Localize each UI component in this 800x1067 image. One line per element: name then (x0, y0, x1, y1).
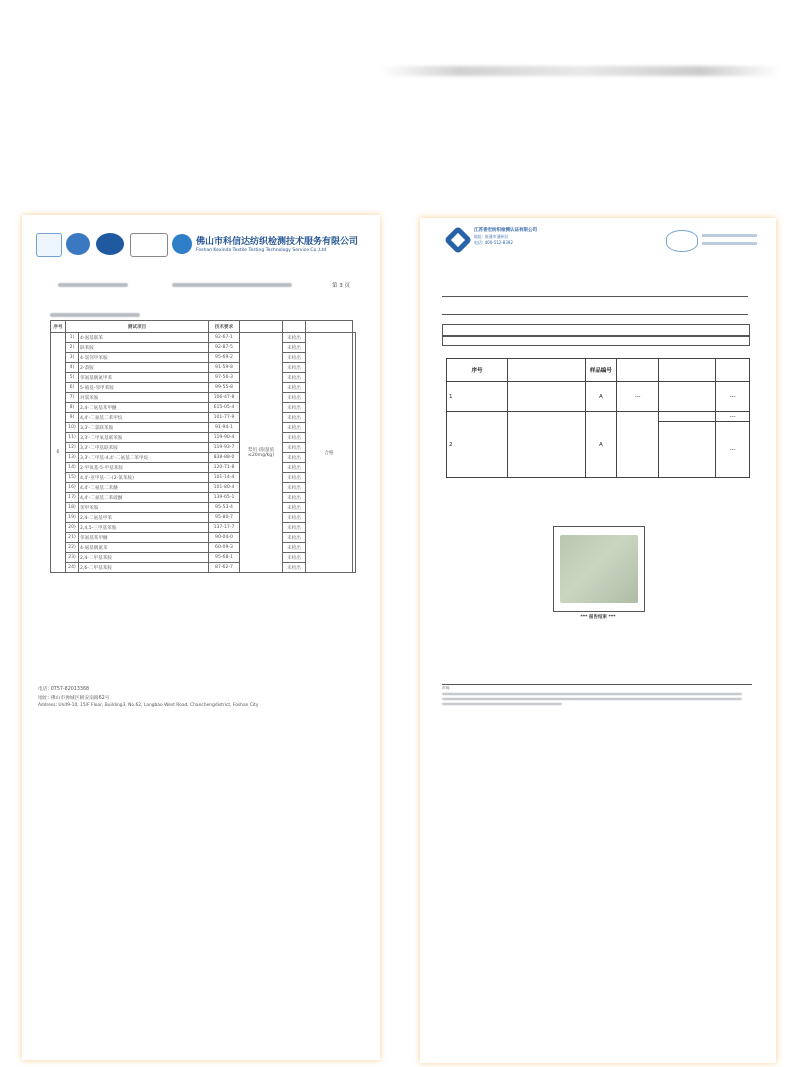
row-index: 23) (66, 553, 79, 563)
note-line-blur (442, 703, 562, 705)
table-row (447, 382, 750, 412)
row-result: 未检出 (283, 373, 306, 383)
sample-fabric-photo (560, 535, 638, 603)
row-cell (507, 382, 585, 412)
row-item-name: 邻氨基苯甲醚 (79, 533, 209, 543)
row-cas-number: 92-87-5 (209, 343, 240, 353)
row-item-name: 邻甲苯胺 (79, 503, 209, 513)
row-cas-number: 90-04-0 (209, 533, 240, 543)
row-index: 8) (66, 403, 79, 413)
row-result: 未检出 (283, 553, 306, 563)
row-item-name: 2,4-二氨基苯甲醚 (79, 403, 209, 413)
accreditation-stamp-icon (666, 230, 698, 252)
row-cas-number: 95-68-1 (209, 553, 240, 563)
row-cell: --- (716, 382, 750, 412)
row-cell: --- (716, 422, 750, 478)
col-header (616, 359, 659, 382)
group-number: 6 (51, 333, 66, 573)
row-index: 7) (66, 393, 79, 403)
row-result: 未检出 (283, 503, 306, 513)
row-item-name: 邻氨基偶氮甲苯 (79, 373, 209, 383)
row-cas-number: 101-77-9 (209, 413, 240, 423)
row-result: 未检出 (283, 493, 306, 503)
row-item-name: 2-萘胺 (79, 363, 209, 373)
col-header: 序号 (51, 321, 66, 333)
row-item-name: 4,4'-二氨基二苯硫醚 (79, 493, 209, 503)
row-item-name: 4-氨基联苯 (79, 333, 209, 343)
row-index: 5) (66, 373, 79, 383)
row-item-name: 4,4'-亚甲基-二-(2-氯苯胺) (79, 473, 209, 483)
sample-table (446, 358, 750, 478)
row-index: 11) (66, 433, 79, 443)
row-cell (616, 412, 659, 478)
col-header: 技术要求 (209, 321, 240, 333)
right-company-name: 江苏香宏纺织检测认证有限公司 (474, 228, 537, 233)
row-index: 21) (66, 533, 79, 543)
row-item-name: 3,3'-二甲基-4,4'-二氨基二苯甲烷 (79, 453, 209, 463)
row-cell (659, 422, 716, 478)
accreditation-logo-2 (66, 233, 90, 255)
row-cell (659, 382, 716, 412)
row-result: 未检出 (283, 403, 306, 413)
row-index: 16) (66, 483, 79, 493)
col-header (507, 359, 585, 382)
row-cas-number: 91-94-1 (209, 423, 240, 433)
table-row (447, 412, 750, 422)
info-box (442, 324, 750, 336)
row-index: 18) (66, 503, 79, 513)
row-index: 10) (66, 423, 79, 433)
row-item-name: 4,4'-二氨基二苯甲烷 (79, 413, 209, 423)
row-no: 2 (447, 412, 508, 478)
row-result: 未检出 (283, 433, 306, 443)
accreditation-logo-1 (36, 233, 62, 257)
row-index: 13) (66, 453, 79, 463)
row-result: 未检出 (283, 343, 306, 353)
row-item-name: 5-硝基-邻甲苯胺 (79, 383, 209, 393)
row-index: 20) (66, 523, 79, 533)
page-fade (420, 723, 776, 1063)
company-name: 佛山市科信达纺织检测技术服务有限公司 (196, 237, 359, 247)
row-result: 未检出 (283, 563, 306, 573)
row-result: 未检出 (283, 363, 306, 373)
col-header: 样品编号 (586, 359, 617, 382)
col-header (240, 321, 283, 333)
row-item-name: 对氯苯胺 (79, 393, 209, 403)
row-cas-number: 119-93-7 (209, 443, 240, 453)
row-result: 未检出 (283, 473, 306, 483)
row-result: 未检出 (283, 453, 306, 463)
technical-requirement: 禁用 (限量值≤20mg/kg) (240, 333, 283, 573)
row-item-name: 2-甲氧基-5-甲基苯胺 (79, 463, 209, 473)
row-result: 未检出 (283, 463, 306, 473)
row-result: 未检出 (283, 513, 306, 523)
row-cas-number: 95-80-7 (209, 513, 240, 523)
row-cas-number: 87-62-7 (209, 563, 240, 573)
row-index: 4) (66, 363, 79, 373)
table-row (51, 333, 356, 343)
row-result: 未检出 (283, 543, 306, 553)
row-index: 22) (66, 543, 79, 553)
info-box (442, 336, 750, 346)
row-item-name: 2,6-二甲基苯胺 (79, 563, 209, 573)
row-result: 未检出 (283, 533, 306, 543)
row-result: 未检出 (283, 383, 306, 393)
remarks-cell (353, 333, 356, 573)
row-result: 未检出 (283, 393, 306, 403)
accreditation-logo-4 (130, 233, 168, 257)
row-index: 19) (66, 513, 79, 523)
page-number: 第 3 页 (332, 283, 350, 289)
row-sample: A (586, 382, 617, 412)
row-cas-number: 137-17-7 (209, 523, 240, 533)
row-cas-number: 97-56-3 (209, 373, 240, 383)
row-result: 未检出 (283, 483, 306, 493)
divider-line (442, 296, 748, 297)
row-cas-number: 95-53-4 (209, 503, 240, 513)
row-item-name: 3,3'-二甲基联苯胺 (79, 443, 209, 453)
right-company-phone: 电话: 400-512-8392 (474, 240, 513, 245)
row-cas-number: 60-09-3 (209, 543, 240, 553)
right-report-page (420, 218, 776, 1063)
row-cas-number: 91-59-8 (209, 363, 240, 373)
row-no: 1 (447, 382, 508, 412)
row-result: 未检出 (283, 443, 306, 453)
report-number-blur (58, 283, 128, 287)
row-item-name: 4-氨基偶氮苯 (79, 543, 209, 553)
col-header: 序号 (447, 359, 508, 382)
stamp-text-blur (702, 234, 757, 237)
row-index: 14) (66, 463, 79, 473)
sample-number-blur (50, 313, 140, 317)
row-index: 17) (66, 493, 79, 503)
note-line-blur (442, 698, 742, 700)
row-cas-number: 92-67-1 (209, 333, 240, 343)
row-item-name: 联苯胺 (79, 343, 209, 353)
row-item-name: 2,4-二氨基甲苯 (79, 513, 209, 523)
company-name-en: Foshan Kexinda Textile Testing Technology Service Co.,Ltd (196, 248, 327, 253)
row-cas-number: 119-90-4 (209, 433, 240, 443)
row-index: 3) (66, 353, 79, 363)
row-item-name: 2,4,5-三甲基苯胺 (79, 523, 209, 533)
row-sample: A (586, 412, 617, 478)
page-fade (22, 720, 380, 1060)
row-cas-number: 101-14-4 (209, 473, 240, 483)
row-item-name: 4,4'-二氨基二苯醚 (79, 483, 209, 493)
row-result: 未检出 (283, 333, 306, 343)
row-cell (659, 412, 716, 422)
row-index: 24) (66, 563, 79, 573)
row-item-name: 2,4-二甲基苯胺 (79, 553, 209, 563)
divider-line (442, 684, 752, 685)
row-index: 6) (66, 383, 79, 393)
right-company-address: 地址: 南通市通州区 (474, 234, 509, 239)
divider-line (442, 314, 748, 315)
footer-address-en: Address: Unit9-10, 15/F Floor, Building3, No.62, Langbao West Road, Chanchengdistrict, Foshan City (38, 703, 259, 708)
row-cas-number: 139-65-1 (209, 493, 240, 503)
footer-phone: 电话: 0757-82013368 (38, 687, 90, 692)
footer-address-cn: 地址: 佛山市禅城区朝安南路62号 (38, 696, 110, 701)
row-index: 9) (66, 413, 79, 423)
table-header-row (51, 321, 356, 333)
row-cas-number: 106-47-8 (209, 393, 240, 403)
row-index: 12) (66, 443, 79, 453)
left-report-page (22, 215, 380, 1060)
col-header (306, 321, 353, 333)
report-end-caption: *** 报告结束 *** (580, 615, 616, 620)
row-item-name: 4-氯邻甲苯胺 (79, 353, 209, 363)
sample-photo-frame (553, 526, 645, 612)
col-header (716, 359, 750, 382)
row-cell (507, 412, 585, 478)
row-result: 未检出 (283, 353, 306, 363)
row-cas-number: 99-55-8 (209, 383, 240, 393)
row-result: 未检出 (283, 413, 306, 423)
row-cas-number: 120-71-8 (209, 463, 240, 473)
row-cell: --- (716, 412, 750, 422)
row-result: 未检出 (283, 423, 306, 433)
row-item-name: 3,3'-二甲氧基联苯胺 (79, 433, 209, 443)
row-index: 15) (66, 473, 79, 483)
company-logo-icon (172, 234, 192, 254)
row-item-name: 3,3'-二氯联苯胺 (79, 423, 209, 433)
row-cas-number: 838-88-0 (209, 453, 240, 463)
row-cas-number: 95-69-2 (209, 353, 240, 363)
cnas-logo (96, 233, 124, 255)
row-index: 2) (66, 343, 79, 353)
row-cell: --- (616, 382, 659, 412)
row-cas-number: 101-80-4 (209, 483, 240, 493)
left-page-header (36, 231, 366, 261)
col-header (283, 321, 306, 333)
top-smudge (380, 66, 780, 76)
col-header: 测试项目 (66, 321, 209, 333)
note-label: 声明: (442, 686, 451, 690)
col-header (659, 359, 716, 382)
judgement: 合格 (306, 333, 353, 573)
table-header-row (447, 359, 750, 382)
test-results-table (50, 320, 356, 573)
report-info-blur (172, 283, 292, 287)
note-line-blur (442, 693, 742, 695)
row-cas-number: 615-05-4 (209, 403, 240, 413)
row-index: 1) (66, 333, 79, 343)
row-result: 未检出 (283, 523, 306, 533)
stamp-text-blur (702, 242, 757, 245)
